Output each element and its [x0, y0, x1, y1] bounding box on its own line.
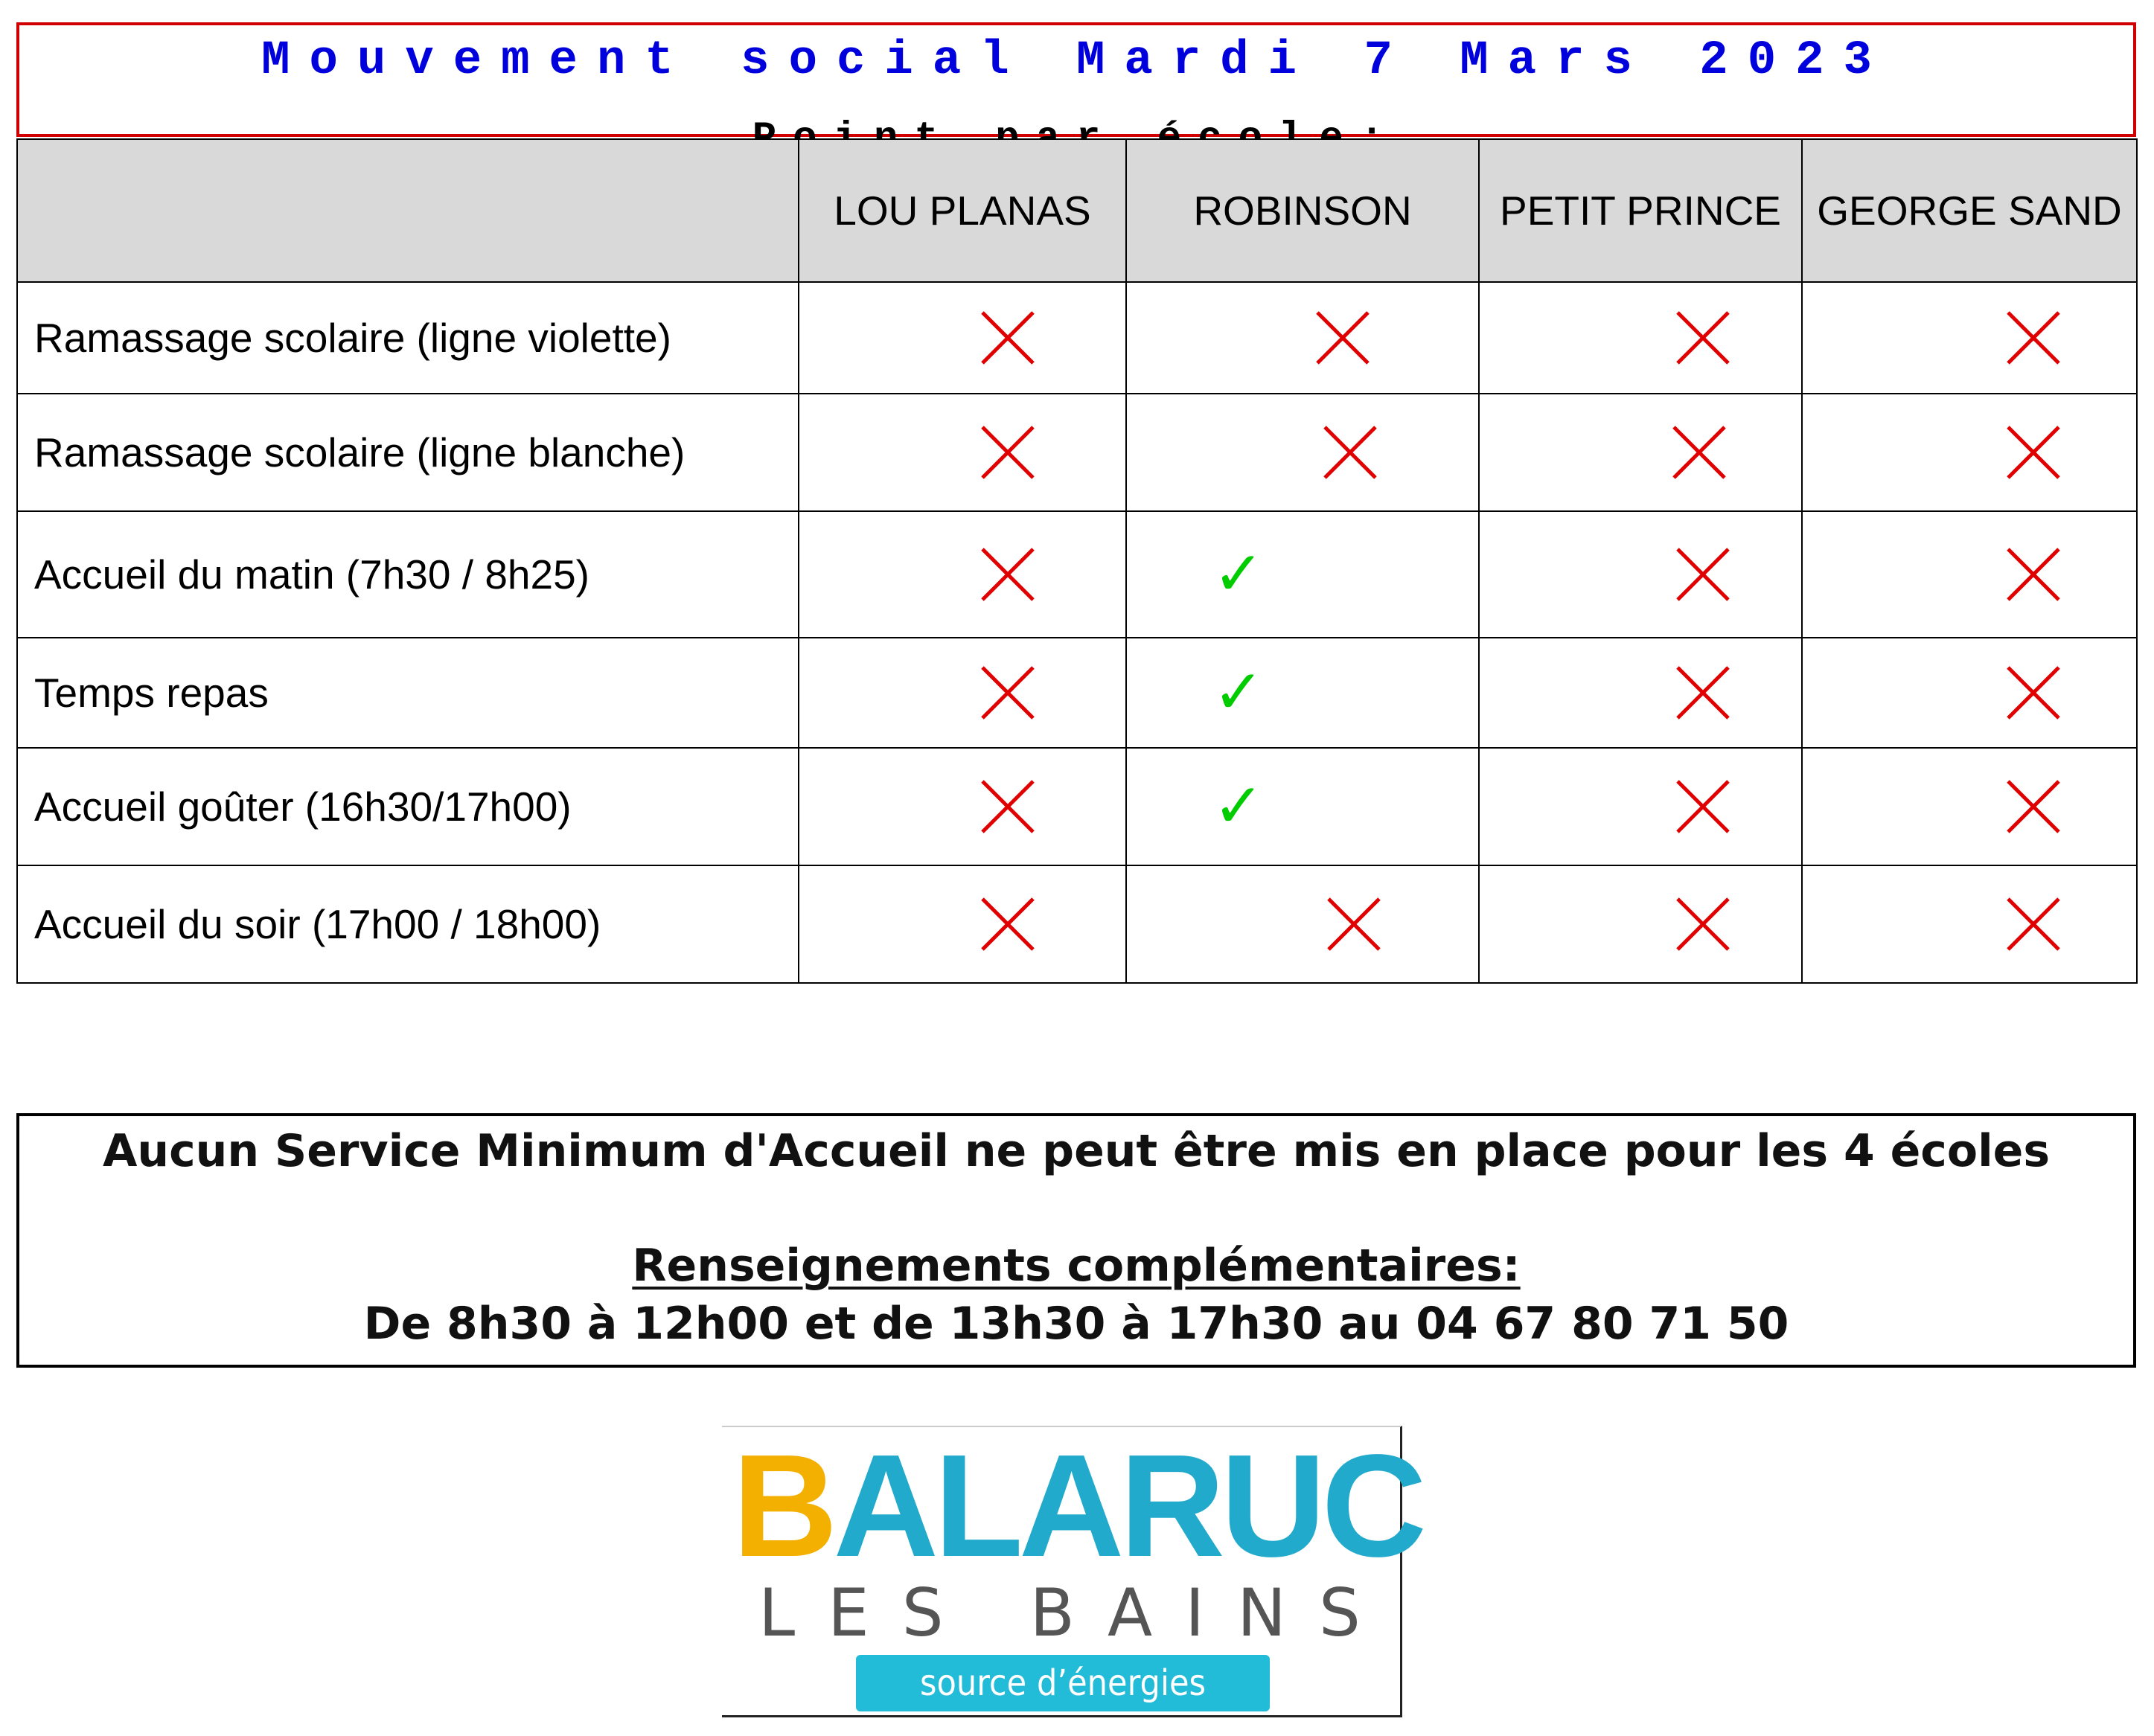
check-icon: ✓ — [1212, 539, 1265, 609]
info-box — [16, 1113, 2136, 1368]
status-cell — [799, 865, 1126, 983]
cross-icon — [2005, 424, 2062, 481]
cross-icon — [2005, 896, 2062, 952]
cross-icon — [1671, 424, 1728, 481]
cross-icon — [1675, 896, 1731, 952]
cross-icon — [2005, 778, 2062, 835]
check-icon: ✓ — [1212, 657, 1265, 728]
status-cell — [1479, 865, 1802, 983]
status-cell — [1126, 865, 1479, 983]
status-cell — [1126, 511, 1479, 638]
status-cell — [1479, 748, 1802, 865]
status-cell — [1802, 638, 2137, 748]
cross-icon — [979, 310, 1036, 366]
info-heading: Renseignements complémentaires: — [632, 1240, 1521, 1292]
cross-icon — [2005, 664, 2062, 721]
column-header: ROBINSON — [1126, 139, 1479, 282]
balaruc-logo — [722, 1424, 1422, 1717]
status-cell — [799, 748, 1126, 865]
row-label: Accueil du soir (17h00 / 18h00) — [17, 865, 799, 983]
status-cell — [1802, 282, 2137, 394]
table-header-blank — [17, 139, 799, 282]
status-cell — [1126, 638, 1479, 748]
row-label: Ramassage scolaire (ligne blanche) — [17, 394, 799, 511]
no-minimum-service-notice: Aucun Service Minimum d'Accueil ne peut être mis en place pour les 4 écoles — [102, 1125, 2051, 1177]
status-cell — [1479, 394, 1802, 511]
status-cell — [1802, 865, 2137, 983]
table-row — [17, 865, 2137, 983]
status-cell — [1126, 748, 1479, 865]
table-row — [17, 748, 2137, 865]
cross-icon — [1322, 424, 1378, 481]
column-header: LOU PLANAS — [799, 139, 1126, 282]
row-label: Ramassage scolaire (ligne violette) — [17, 282, 799, 394]
status-cell — [1802, 511, 2137, 638]
status-cell — [799, 282, 1126, 394]
table-row — [17, 511, 2137, 638]
logo-tagline: source d’énergies — [856, 1655, 1270, 1711]
row-label: Accueil du matin (7h30 / 8h25) — [17, 511, 799, 638]
cross-icon — [2005, 310, 2062, 366]
school-status-table — [16, 138, 2138, 984]
logo-word-rest: ALARUC — [833, 1424, 1422, 1587]
cross-icon — [979, 664, 1036, 721]
column-header: PETIT PRINCE — [1479, 139, 1802, 282]
cross-icon — [1675, 546, 1731, 603]
column-header: GEORGE SAND — [1802, 139, 2137, 282]
table-row — [17, 394, 2137, 511]
status-cell — [1479, 511, 1802, 638]
status-cell — [1479, 638, 1802, 748]
status-cell — [799, 394, 1126, 511]
cross-icon — [1326, 896, 1382, 952]
cross-icon — [979, 546, 1036, 603]
cross-icon — [979, 778, 1036, 835]
row-label: Accueil goûter (16h30/17h00) — [17, 748, 799, 865]
cross-icon — [979, 424, 1036, 481]
cross-icon — [1675, 310, 1731, 366]
check-icon: ✓ — [1212, 771, 1265, 842]
cross-icon — [979, 896, 1036, 952]
cross-icon — [2005, 546, 2062, 603]
title-box — [16, 22, 2136, 137]
page-title: Mouvement social Mardi 7 Mars 2023 — [261, 34, 1891, 88]
contact-hours-phone: De 8h30 à 12h00 et de 13h30 à 17h30 au 04 67 80 71 50 — [363, 1298, 1789, 1350]
status-cell — [799, 511, 1126, 638]
status-cell — [1126, 282, 1479, 394]
status-cell — [1802, 748, 2137, 865]
cross-icon — [1314, 310, 1371, 366]
logo-wordmark — [732, 1424, 1422, 1587]
status-cell — [1802, 394, 2137, 511]
status-cell — [1479, 282, 1802, 394]
cross-icon — [1675, 778, 1731, 835]
table-row — [17, 638, 2137, 748]
row-label: Temps repas — [17, 638, 799, 748]
status-cell — [799, 638, 1126, 748]
logo-subtitle: LES BAINS — [758, 1575, 1393, 1651]
table-row — [17, 282, 2137, 394]
cross-icon — [1675, 664, 1731, 721]
logo-letter-b: B — [732, 1424, 834, 1587]
status-cell — [1126, 394, 1479, 511]
table-header-row — [17, 139, 2137, 282]
